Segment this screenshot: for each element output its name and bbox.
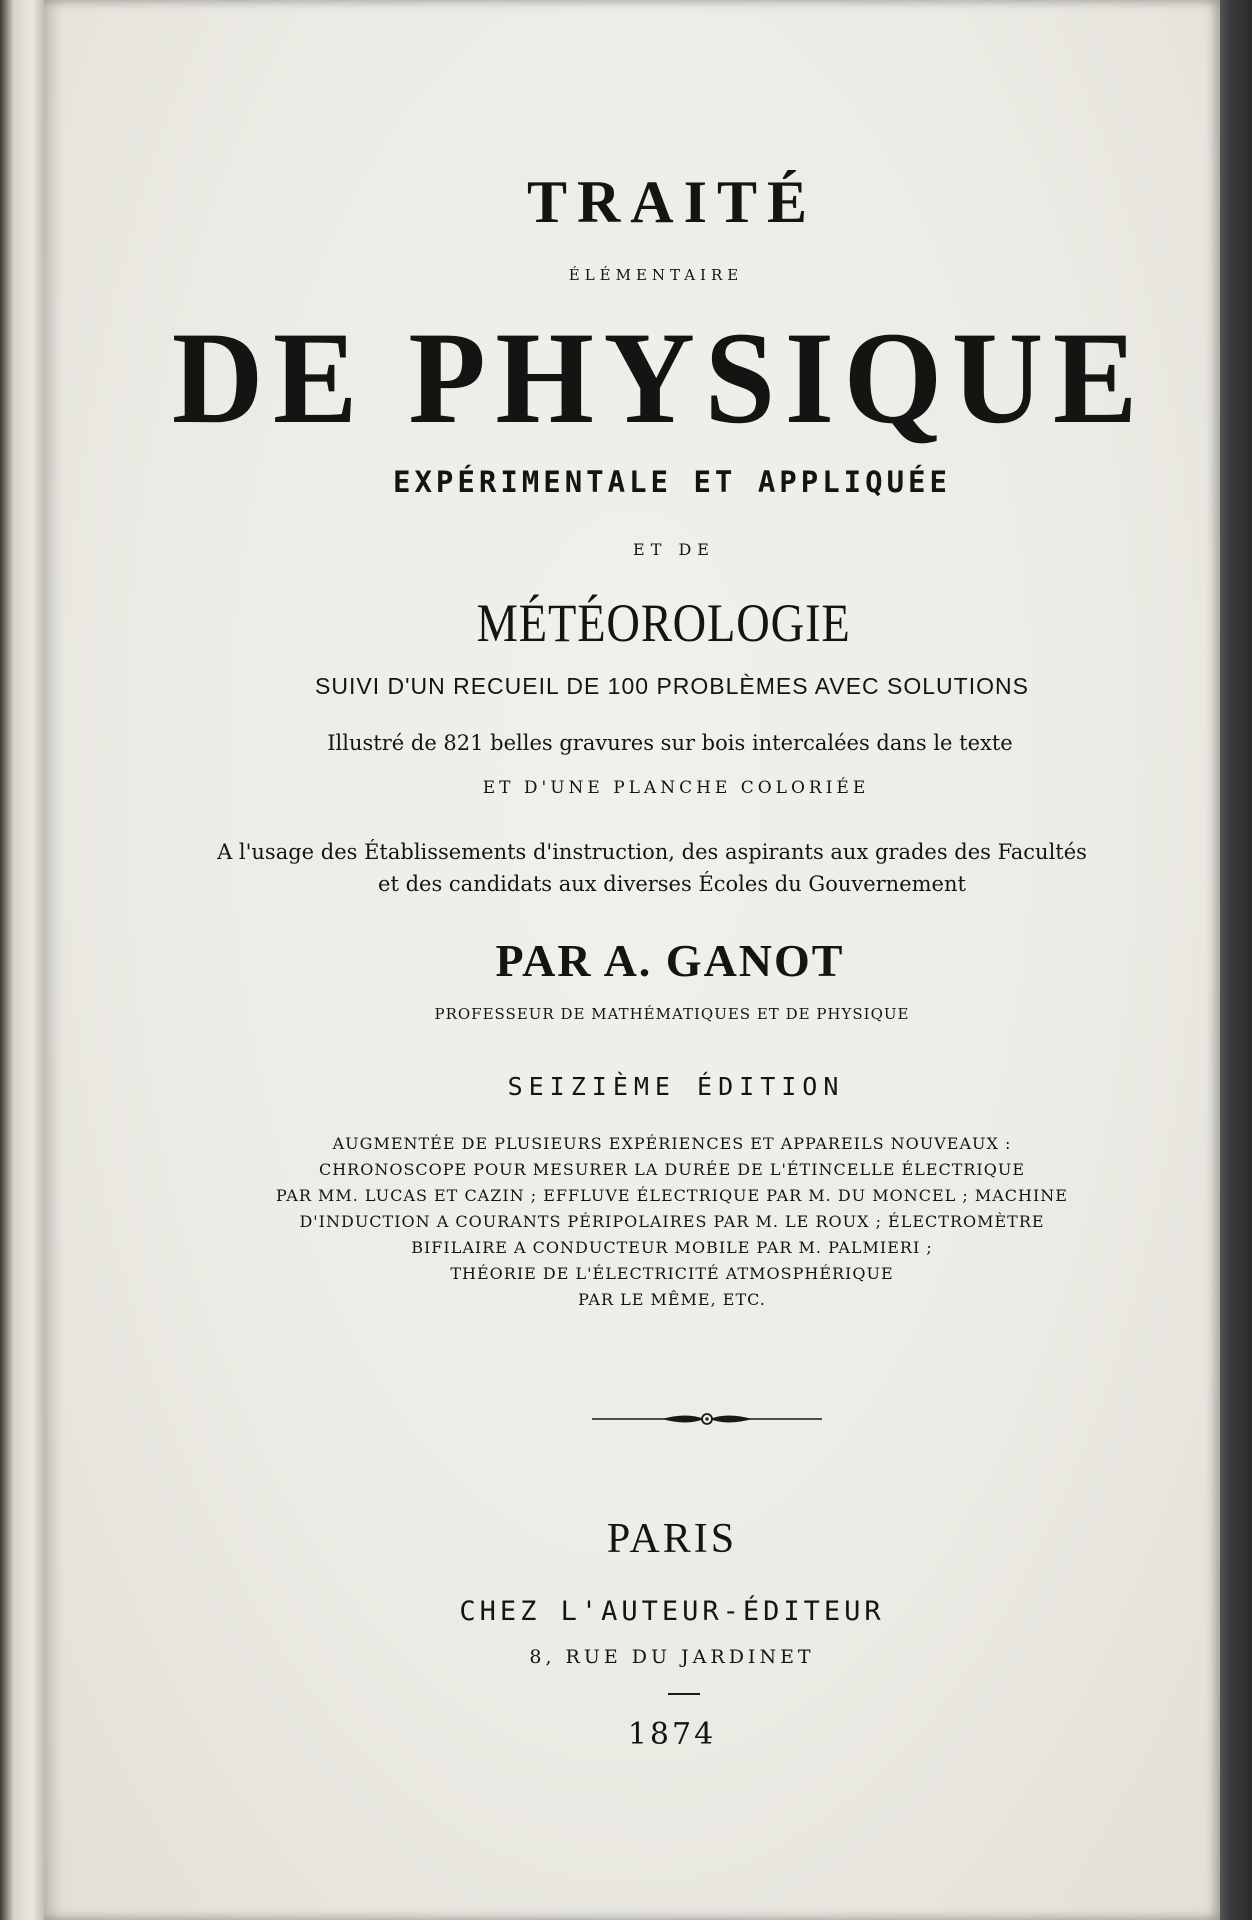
author-title: PROFESSEUR DE MATHÉMATIQUES ET DE PHYSIQUE <box>434 1005 910 1023</box>
title-elementaire: ÉLÉMENTAIRE <box>568 266 744 284</box>
augmentee-line: AUGMENTÉE DE PLUSIEURS EXPÉRIENCES ET APPAREILS NOUVEAUX : <box>332 1134 1012 1153</box>
subtitle-suivi: SUIVI D'UN RECUEIL DE 100 PROBLÈMES AVEC SOLUTIONS <box>315 673 1029 699</box>
usage-line-1: A l'usage des Établissements d'instruction, des aspirants aux grades des Facultés <box>217 840 1087 864</box>
ornament-divider-icon <box>592 1408 822 1430</box>
augmentee-line: D'INDUCTION A COURANTS PÉRIPOLAIRES PAR M. LE ROUX ; ÉLECTROMÈTRE <box>299 1212 1045 1231</box>
imprint-year: 1874 <box>627 1717 717 1752</box>
edition-label: SEIZIÈME ÉDITION <box>507 1072 845 1101</box>
imprint-city: PARIS <box>606 1516 738 1562</box>
short-rule <box>668 1693 700 1695</box>
subtitle-meteorologie: MÉTÉOROLOGIE <box>476 593 851 653</box>
augmentee-line: CHRONOSCOPE POUR MESURER LA DURÉE DE L'ÉTINCELLE ÉLECTRIQUE <box>318 1160 1026 1179</box>
augmentee-line: BIFILAIRE A CONDUCTEUR MOBILE PAR M. PALMIERI ; <box>411 1238 933 1257</box>
augmentee-line: PAR LE MÊME, ETC. <box>578 1290 766 1309</box>
usage-line-2: et des candidats aux diverses Écoles du Gouvernement <box>378 872 966 896</box>
augmentee-line: THÉORIE DE L'ÉLECTRICITÉ ATMOSPHÉRIQUE <box>450 1264 894 1283</box>
left-page-edges <box>0 0 46 1920</box>
illustration-note: Illustré de 821 belles gravures sur bois intercalées dans le texte <box>327 731 1013 755</box>
imprint-address: 8, RUE DU JARDINET <box>529 1646 815 1668</box>
imprint-publisher: CHEZ L'AUTEUR-ÉDITEUR <box>459 1596 885 1627</box>
title-page <box>44 0 1220 1920</box>
title-de-physique: DE PHYSIQUE <box>171 304 1148 451</box>
augmentee-line: PAR MM. LUCAS ET CAZIN ; EFFLUVE ÉLECTRIQUE PAR M. DU MONCEL ; MACHINE <box>276 1186 1068 1205</box>
subtitle-experimentale: EXPÉRIMENTALE ET APPLIQUÉE <box>393 465 951 499</box>
title-traite: TRAITÉ <box>526 169 818 235</box>
planche-note: ET D'UNE PLANCHE COLORIÉE <box>482 778 870 798</box>
author-name: PAR A. GANOT <box>495 935 845 986</box>
subtitle-et-de: ET DE <box>633 540 715 559</box>
